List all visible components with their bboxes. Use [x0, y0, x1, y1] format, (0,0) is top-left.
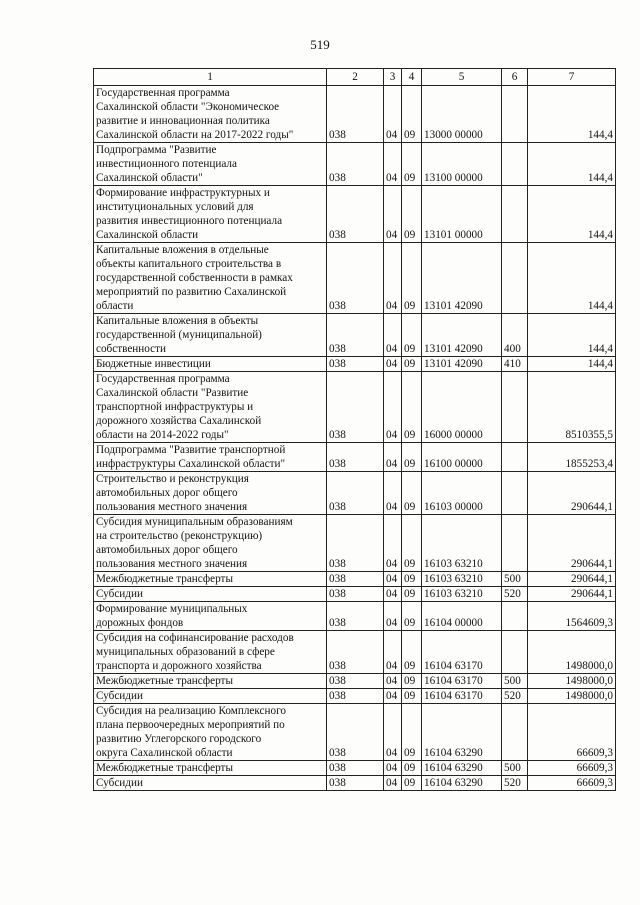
row-rz: 04 [384, 243, 402, 314]
table-row [94, 572, 616, 587]
row-pr: 09 [402, 472, 422, 515]
row-sum: 66609,3 [528, 776, 616, 791]
row-vr: 520 [502, 689, 528, 704]
row-vr [502, 372, 528, 443]
row-csr: 16100 00000 [422, 443, 502, 472]
row-rz: 04 [384, 357, 402, 372]
row-vr [502, 631, 528, 674]
row-name: Субсидии [94, 689, 327, 704]
row-name: Капитальные вложения в объекты государственной (муниципальной) собственности [94, 314, 327, 357]
row-csr: 13101 42090 [422, 243, 502, 314]
row-ved: 038 [327, 143, 384, 186]
table-row [94, 689, 616, 704]
row-ved: 038 [327, 572, 384, 587]
header-cell: 7 [528, 69, 616, 86]
row-name: Капитальные вложения в отдельные объекты капитального строительства в государственной собственности в рамках мероприятий по развитию Сахалинской области [94, 243, 327, 314]
table-row [94, 314, 616, 357]
header-cell: 1 [94, 69, 327, 86]
row-csr: 16103 63210 [422, 572, 502, 587]
row-rz: 04 [384, 143, 402, 186]
row-sum: 144,4 [528, 186, 616, 243]
row-pr: 09 [402, 761, 422, 776]
row-pr: 09 [402, 357, 422, 372]
row-name: Подпрограмма "Развитие транспортной инфраструктуры Сахалинской области" [94, 443, 327, 472]
row-rz: 04 [384, 515, 402, 572]
row-name: Субсидия на реализацию Комплексного плана первоочередных мероприятий по развитию Углегорского городского округа Сахалинской области [94, 704, 327, 761]
row-ved: 038 [327, 631, 384, 674]
row-sum: 66609,3 [528, 704, 616, 761]
row-rz: 04 [384, 443, 402, 472]
row-pr: 09 [402, 443, 422, 472]
row-csr: 16104 63170 [422, 689, 502, 704]
page-number: 519 [310, 37, 330, 52]
row-name: Строительство и реконструкция автомобильных дорог общего пользования местного значения [94, 472, 327, 515]
header-cell: 6 [502, 69, 528, 86]
row-rz: 04 [384, 314, 402, 357]
row-csr: 16103 00000 [422, 472, 502, 515]
table-row [94, 243, 616, 314]
row-sum: 66609,3 [528, 761, 616, 776]
row-ved: 038 [327, 186, 384, 243]
row-ved: 038 [327, 704, 384, 761]
row-csr: 13101 42090 [422, 357, 502, 372]
row-name: Субсидии [94, 776, 327, 791]
row-pr: 09 [402, 631, 422, 674]
row-rz: 04 [384, 674, 402, 689]
row-name: Межбюджетные трансферты [94, 674, 327, 689]
row-sum: 290644,1 [528, 472, 616, 515]
row-rz: 04 [384, 631, 402, 674]
row-pr: 09 [402, 776, 422, 791]
row-ved: 038 [327, 776, 384, 791]
row-rz: 04 [384, 587, 402, 602]
row-vr: 520 [502, 587, 528, 602]
row-vr [502, 515, 528, 572]
row-vr [502, 243, 528, 314]
header-cell: 2 [327, 69, 384, 86]
row-pr: 09 [402, 515, 422, 572]
row-name: Субсидия муниципальным образованиям на строительство (реконструкцию) автомобильных дорог общего пользования местного значения [94, 515, 327, 572]
row-csr: 16104 63170 [422, 631, 502, 674]
row-pr: 09 [402, 572, 422, 587]
row-rz: 04 [384, 372, 402, 443]
table-row [94, 631, 616, 674]
table-row [94, 357, 616, 372]
row-vr: 500 [502, 674, 528, 689]
row-pr: 09 [402, 674, 422, 689]
row-pr: 09 [402, 689, 422, 704]
row-name: Межбюджетные трансферты [94, 572, 327, 587]
row-ved: 038 [327, 689, 384, 704]
row-sum: 8510355,5 [528, 372, 616, 443]
row-vr [502, 472, 528, 515]
row-name: Подпрограмма "Развитие инвестиционного потенциала Сахалинской области" [94, 143, 327, 186]
row-pr: 09 [402, 372, 422, 443]
row-csr: 13101 42090 [422, 314, 502, 357]
row-pr: 09 [402, 704, 422, 761]
row-ved: 038 [327, 443, 384, 472]
table-row [94, 443, 616, 472]
row-csr: 13000 00000 [422, 86, 502, 143]
row-ved: 038 [327, 243, 384, 314]
row-sum: 144,4 [528, 243, 616, 314]
row-sum: 1855253,4 [528, 443, 616, 472]
row-vr [502, 143, 528, 186]
header-row [94, 69, 616, 86]
row-ved: 038 [327, 357, 384, 372]
row-rz: 04 [384, 472, 402, 515]
row-pr: 09 [402, 86, 422, 143]
row-rz: 04 [384, 704, 402, 761]
row-vr: 520 [502, 776, 528, 791]
row-rz: 04 [384, 572, 402, 587]
row-vr: 410 [502, 357, 528, 372]
row-csr: 13101 00000 [422, 186, 502, 243]
row-vr: 500 [502, 572, 528, 587]
table-row [94, 372, 616, 443]
row-csr: 16104 63290 [422, 704, 502, 761]
table-row [94, 704, 616, 761]
row-rz: 04 [384, 602, 402, 631]
row-vr: 400 [502, 314, 528, 357]
row-csr: 16000 00000 [422, 372, 502, 443]
row-sum: 290644,1 [528, 587, 616, 602]
row-pr: 09 [402, 186, 422, 243]
row-ved: 038 [327, 761, 384, 776]
row-sum: 1564609,3 [528, 602, 616, 631]
row-name: Субсидии [94, 587, 327, 602]
row-sum: 144,4 [528, 143, 616, 186]
header-cell: 4 [402, 69, 422, 86]
row-name: Субсидия на софинансирование расходов муниципальных образований в сфере транспорта и дорожного хозяйства [94, 631, 327, 674]
row-vr [502, 602, 528, 631]
row-vr [502, 86, 528, 143]
row-csr: 16104 00000 [422, 602, 502, 631]
row-csr: 16104 63290 [422, 761, 502, 776]
row-pr: 09 [402, 143, 422, 186]
row-sum: 144,4 [528, 86, 616, 143]
header-cell: 5 [422, 69, 502, 86]
row-sum: 290644,1 [528, 572, 616, 587]
table-row [94, 143, 616, 186]
header-cell: 3 [384, 69, 402, 86]
row-sum: 290644,1 [528, 515, 616, 572]
row-name: Государственная программа Сахалинской области "Экономическое развитие и инновационная политика Сахалинской области на 2017-2022 годы" [94, 86, 327, 143]
row-name: Формирование инфраструктурных и институциональных условий для развития инвестиционного потенциала Сахалинской области [94, 186, 327, 243]
table-row [94, 86, 616, 143]
row-name: Межбюджетные трансферты [94, 761, 327, 776]
table-row [94, 674, 616, 689]
row-vr [502, 443, 528, 472]
row-vr [502, 186, 528, 243]
row-ved: 038 [327, 472, 384, 515]
row-sum: 1498000,0 [528, 674, 616, 689]
row-ved: 038 [327, 314, 384, 357]
row-vr [502, 704, 528, 761]
table-row [94, 587, 616, 602]
row-csr: 16104 63290 [422, 776, 502, 791]
row-pr: 09 [402, 587, 422, 602]
table-row [94, 602, 616, 631]
row-pr: 09 [402, 314, 422, 357]
table-row [94, 472, 616, 515]
row-rz: 04 [384, 689, 402, 704]
row-vr: 500 [502, 761, 528, 776]
row-pr: 09 [402, 602, 422, 631]
row-ved: 038 [327, 587, 384, 602]
row-csr: 16103 63210 [422, 515, 502, 572]
row-ved: 038 [327, 86, 384, 143]
row-sum: 144,4 [528, 314, 616, 357]
budget-table [93, 68, 616, 791]
row-ved: 038 [327, 602, 384, 631]
row-name: Государственная программа Сахалинской области "Развитие транспортной инфраструктуры и дорожного хозяйства Сахалинской области на 2014-2022 годы" [94, 372, 327, 443]
row-rz: 04 [384, 186, 402, 243]
row-csr: 13100 00000 [422, 143, 502, 186]
row-csr: 16103 63210 [422, 587, 502, 602]
table-row [94, 186, 616, 243]
row-name: Формирование муниципальных дорожных фондов [94, 602, 327, 631]
row-rz: 04 [384, 776, 402, 791]
row-csr: 16104 63170 [422, 674, 502, 689]
table-row [94, 776, 616, 791]
row-sum: 1498000,0 [528, 689, 616, 704]
row-ved: 038 [327, 515, 384, 572]
row-sum: 1498000,0 [528, 631, 616, 674]
row-rz: 04 [384, 86, 402, 143]
row-ved: 038 [327, 674, 384, 689]
row-rz: 04 [384, 761, 402, 776]
table-row [94, 761, 616, 776]
row-ved: 038 [327, 372, 384, 443]
table-row [94, 515, 616, 572]
row-pr: 09 [402, 243, 422, 314]
row-name: Бюджетные инвестиции [94, 357, 327, 372]
row-sum: 144,4 [528, 357, 616, 372]
